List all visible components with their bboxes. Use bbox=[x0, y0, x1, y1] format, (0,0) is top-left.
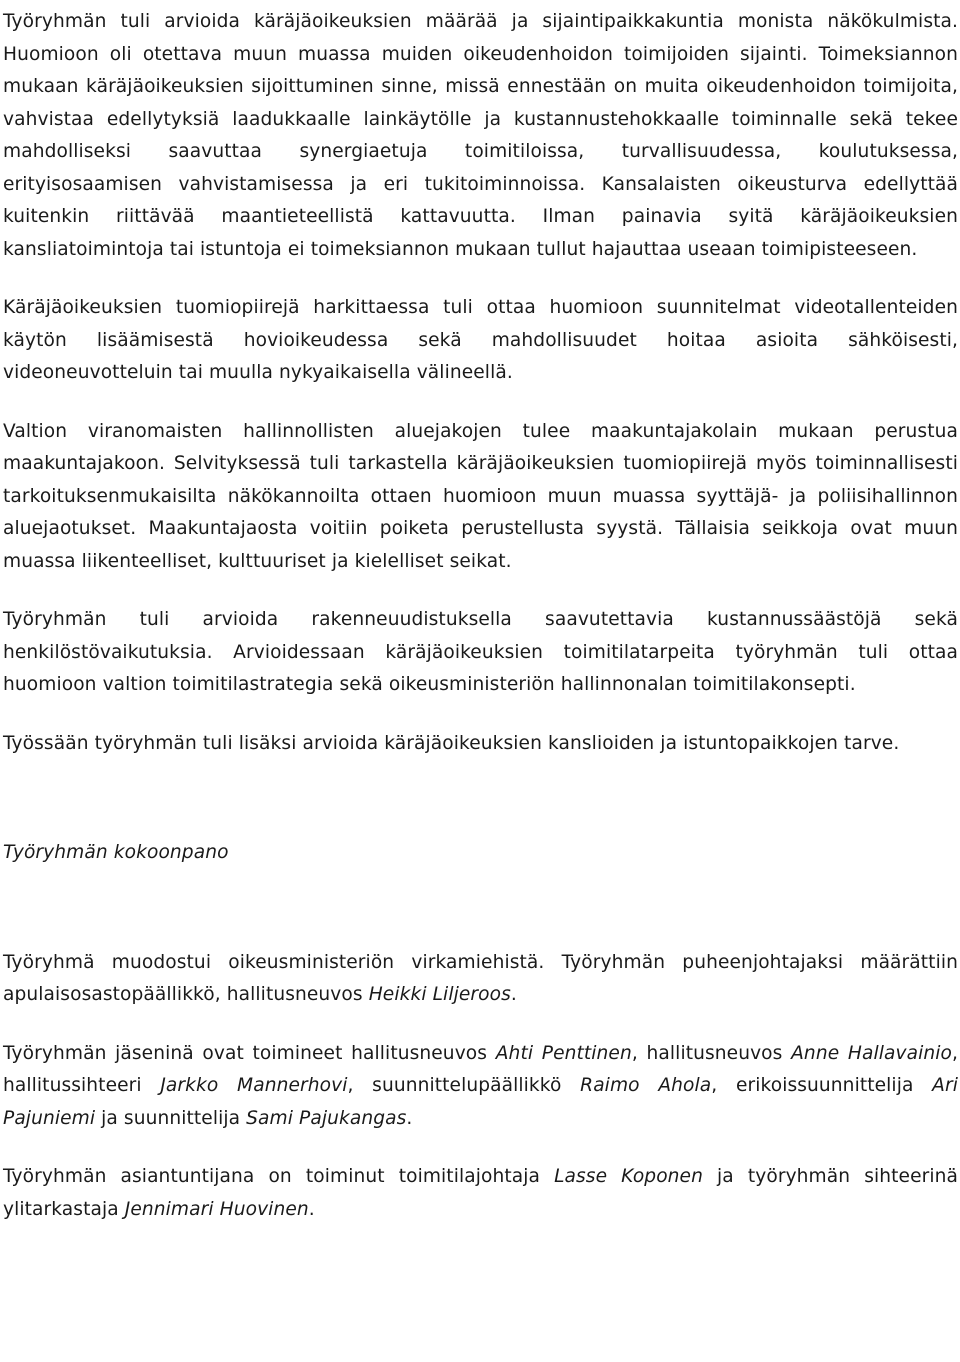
paragraph-7-text: , suunnittelupäällikkö bbox=[347, 1075, 581, 1096]
person-name: Lasse Koponen bbox=[554, 1166, 703, 1187]
paragraph-6-text: Työryhmä muodostui oikeusministeriön virkamiehistä. Työryhmän puheenjohtajaksi määrättiin apulaisosastopäällikkö, hallitusneuvos bbox=[3, 951, 958, 1005]
person-name: Anne Hallavainio bbox=[791, 1042, 952, 1064]
person-name: Jarkko Mannerhovi bbox=[160, 1075, 348, 1096]
paragraph-7-text: , hallitussihteeri bbox=[3, 1042, 959, 1096]
paragraph-7-text: ja suunnittelija bbox=[95, 1107, 247, 1129]
paragraph-7-text: Työryhmän jäseninä ovat toimineet hallitusneuvos bbox=[3, 1042, 496, 1064]
person-name: Heikki Liljeroos bbox=[368, 984, 511, 1005]
paragraph-8-text: ja työryhmän sihteerinä ylitarkastaja bbox=[3, 1166, 959, 1220]
person-name: Raimo Ahola bbox=[580, 1075, 712, 1096]
paragraph-7-text: , erikoissuunnittelija bbox=[711, 1075, 933, 1096]
section-heading: Työryhmän kokoonpano bbox=[3, 842, 229, 863]
paragraph-3: Valtion viranomaisten hallinnollisten aluejakojen tulee maakuntajakolain mukaan perustua maakuntajakoon. Selvityksessä tuli tarkastella käräjäoikeuksien tuomiopiirejä myös toiminnallisesti tarkoituksenmukaisilta näkökannoilta ottaen huomioon muun muassa syyttäjä- ja poliisihallinnon aluejaotukset. Maakuntajaosta voitiin poiketa perustellusta syystä. Tällaisia seikkoja ovat muun muassa liikenteelliset, kulttuuriset ja kielelliset seikat. bbox=[3, 420, 958, 572]
person-name: Ari Pajuniemi bbox=[3, 1075, 958, 1129]
person-name: Sami Pajukangas bbox=[246, 1107, 407, 1129]
document-page bbox=[3, 6, 958, 1226]
paragraph-8-text: Työryhmän asiantuntijana on toiminut toimitilajohtaja bbox=[3, 1166, 555, 1187]
person-name: Ahti Penttinen bbox=[495, 1042, 632, 1064]
paragraph-5: Työssään työryhmän tuli lisäksi arvioida käräjäoikeuksien kanslioiden ja istuntopaikkojen tarve. bbox=[3, 732, 900, 754]
paragraph-2: Käräjäoikeuksien tuomiopiirejä harkittaessa tuli ottaa huomioon suunnitelmat videotallenteiden käytön lisäämisestä hovioikeudessa sekä mahdollisuudet hoitaa asioita sähköisesti, videoneuvotteluin tai muulla nykyaikaisella välineellä. bbox=[3, 297, 958, 383]
paragraph-4: Työryhmän tuli arvioida rakenneuudistuksella saavutettavia kustannussäästöjä sekä henkilöstövaikutuksia. Arvioidessaan käräjäoikeuksien toimitilatarpeita työryhmän tuli ottaa huomioon valtion toimitilastrategia sekä oikeusministeriön hallinnonalan toimitilakonsepti. bbox=[3, 609, 958, 695]
paragraph-6 bbox=[3, 947, 958, 1012]
paragraph-7 bbox=[3, 1038, 958, 1136]
paragraph-8-text: . bbox=[308, 1198, 315, 1220]
paragraph-6-text: . bbox=[510, 984, 517, 1005]
paragraph-8 bbox=[3, 1161, 958, 1226]
paragraph-7-text: . bbox=[406, 1107, 413, 1129]
paragraph-7-text: , hallitusneuvos bbox=[631, 1042, 792, 1064]
person-name: Jennimari Huovinen bbox=[124, 1198, 309, 1220]
paragraph-1: Työryhmän tuli arvioida käräjäoikeuksien määrää ja sijaintipaikkakuntia monista näkökulmista. Huomioon oli otettava muun muassa muiden oikeudenhoidon toimijoiden sijainti. Toimeksiannon mukaan käräjäoikeuksien sijoittuminen sinne, missä ennestään on muita oikeudenhoidon toimijoita, vahvistaa edellytyksiä laadukkaalle lainkäytölle ja kustannustehokkaalle toiminnalle sekä tekee mahdolliseksi saavuttaa synergiaetuja toimitiloissa, turvallisuudessa, koulutuksessa, erityisosaamisen vahvistamisessa ja eri tukitoiminnoissa. Kansalaisten oikeusturva edellyttää kuitenkin riittävää maantieteellistä kattavuutta. Ilman painavia syitä käräjäoikeuksien kansliatoimintoja tai istuntoja ei toimeksiannon mukaan tullut hajauttaa useaan toimipisteeseen. bbox=[3, 11, 958, 260]
